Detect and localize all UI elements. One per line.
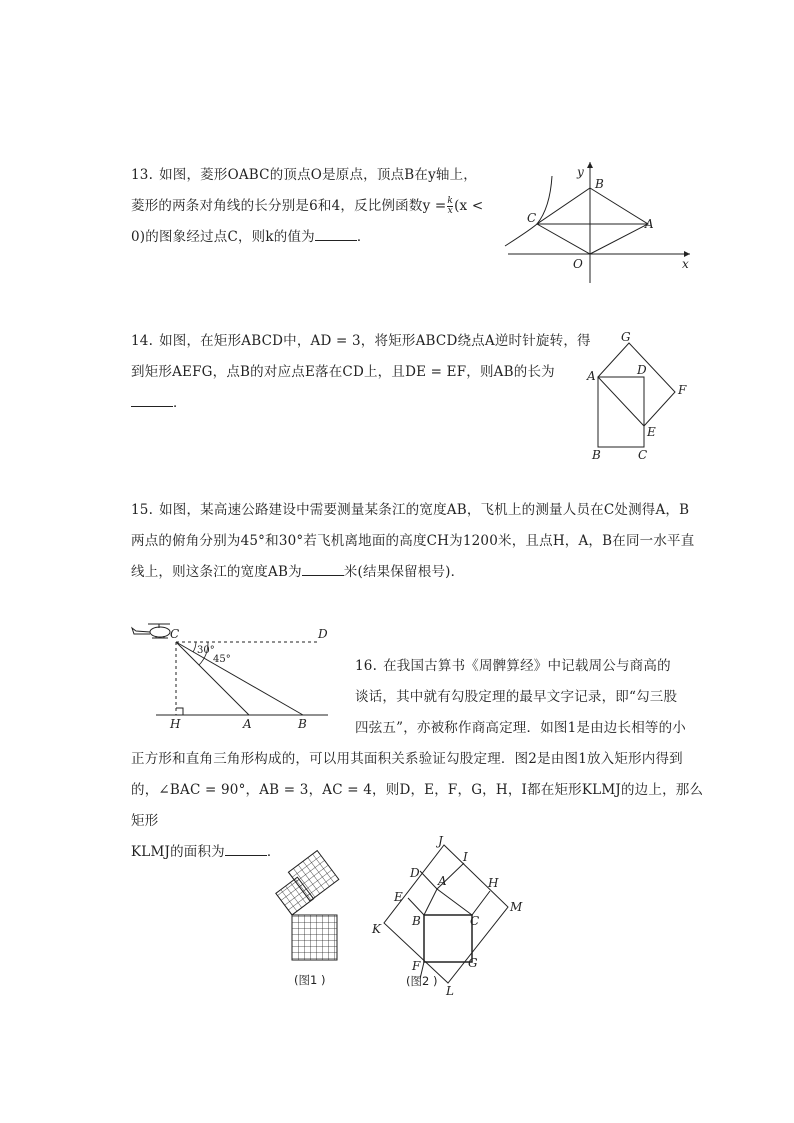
label-E: E	[394, 890, 403, 904]
label-H: H	[170, 717, 181, 731]
label-D: D	[637, 363, 647, 377]
question-16-line-5: 的，∠BAC = 90°，AB = 3，AC = 4，则D，E，F，G，H，I都在矩形KLMJ的边上，那么矩形	[131, 782, 704, 829]
question-14-text	[131, 326, 591, 419]
question-16-line-2: 谈话，其中就有勾股定理的最早文字记录，即“勾三股	[355, 689, 678, 705]
label-A: A	[587, 369, 596, 383]
line-AD	[420, 871, 437, 889]
label-G: G	[468, 956, 478, 970]
question-13-line-1: 如图，菱形OABC的顶点O是原点，顶点B在y轴上，	[159, 167, 478, 183]
label-G: G	[621, 330, 631, 344]
airplane-measurement-figure	[128, 618, 348, 733]
question-16-line-3: 四弦五”，亦被称作商高定理．如图1是由边长相等的小	[355, 720, 686, 736]
k-over-x-fraction	[447, 197, 453, 216]
label-B: B	[595, 177, 604, 191]
question-13-line-3: 0)的图象经过点C，则k的值为	[131, 229, 315, 245]
label-x: x	[682, 257, 689, 271]
answer-blank-16[interactable]	[225, 841, 267, 856]
rectangle-AEFG	[598, 343, 675, 426]
label-B: B	[412, 914, 421, 928]
question-15-number: 15.	[131, 502, 154, 518]
label-F: F	[412, 959, 421, 973]
label-M: M	[510, 900, 523, 914]
question-15-text	[131, 495, 711, 588]
fraction-denominator: x	[447, 206, 453, 216]
line-BE	[408, 898, 424, 915]
answer-blank-15[interactable]	[302, 561, 344, 576]
question-15-line-1: 如图，某高速公路建设中需要测量某条江的宽度AB，飞机上的测量人员在C处测得A，B	[159, 502, 690, 518]
question-13-number: 13.	[131, 167, 154, 183]
line-CH	[472, 891, 490, 915]
label-A: A	[243, 717, 252, 731]
question-16-line-1: 在我国古算书《周髀算经》中记载周公与商高的	[383, 658, 671, 674]
line-CB	[176, 642, 303, 715]
question-15-line-3-end: 米(结果保留根号)．	[343, 564, 465, 580]
label-C: C	[470, 914, 480, 928]
label-D: D	[318, 627, 328, 641]
answer-blank-14[interactable]	[131, 392, 173, 407]
label-L: L	[446, 984, 454, 998]
label-F: F	[678, 383, 687, 397]
answer-blank-13[interactable]	[315, 226, 357, 241]
question-15-line-2: 两点的俯角分别为45°和30°若飞机离地面的高度CH为1200米，且点H，A，B在同一水平直	[131, 533, 695, 549]
right-angle-marker	[176, 708, 183, 715]
question-13-line-2: 菱形的两条对角线的长分别是6和4，反比例函数y =	[131, 198, 447, 214]
question-16-text	[355, 651, 700, 744]
caption-figure-1: (图1 )	[294, 973, 326, 987]
question-15-line-3: 线上，则这条江的宽度AB为	[131, 564, 302, 580]
angle-30-label: 30°	[197, 645, 215, 656]
angle-45-label: 45°	[213, 654, 231, 665]
label-E: E	[647, 425, 656, 439]
rotated-rectangle-figure	[585, 332, 695, 462]
rhombus-OABC	[537, 188, 648, 254]
label-C: C	[170, 627, 180, 641]
helicopter-icon	[132, 624, 170, 638]
question-16-line-6: KLMJ的面积为	[131, 844, 225, 860]
label-H: H	[488, 876, 499, 890]
caption-figure-2: (图2 )	[406, 974, 438, 988]
label-O: O	[573, 257, 583, 271]
figure-1-grid-squares	[262, 862, 362, 992]
label-I: I	[463, 850, 468, 864]
figure-2-rectangle-KLMJ	[368, 835, 528, 1000]
angle-30-arc	[193, 642, 196, 652]
triangle-BAC	[424, 889, 472, 915]
label-B: B	[298, 717, 307, 731]
label-K: K	[372, 922, 381, 936]
question-13-text	[131, 160, 491, 253]
question-14-number: 14.	[131, 333, 154, 349]
question-16-line-4: 正方形和直角三角形构成的，可以用其面积关系验证勾股定理．图2是由图1放入矩形内得到	[131, 751, 683, 767]
label-C: C	[638, 448, 648, 462]
rectangle-ABCD	[598, 377, 644, 447]
label-y: y	[577, 165, 584, 179]
label-J: J	[438, 834, 443, 848]
label-C: C	[527, 211, 537, 225]
label-B: B	[592, 448, 601, 462]
question-13-line-2-end: (x <	[454, 198, 484, 214]
question-16-period: ．	[266, 844, 281, 860]
y-axis-arrow-icon	[587, 162, 593, 168]
fraction-numerator: k	[447, 196, 454, 206]
question-16-number: 16.	[355, 658, 378, 674]
rhombus-coordinate-figure	[500, 158, 700, 288]
label-A: A	[645, 217, 654, 231]
square-BCGF	[424, 915, 472, 962]
question-14-line-1: 如图，在矩形ABCD中，AD = 3，将矩形ABCD绕点A逆时针旋转，得	[159, 333, 591, 349]
label-D: D	[410, 866, 420, 880]
hypotenuse-square	[292, 915, 337, 960]
question-14-line-2: 到矩形AEFG，点B的对应点E落在CD上，且DE = EF，则AB的长为	[131, 364, 555, 380]
question-14-period: ．	[173, 395, 187, 411]
question-13-period: ．	[356, 229, 371, 245]
label-A: A	[438, 874, 447, 888]
